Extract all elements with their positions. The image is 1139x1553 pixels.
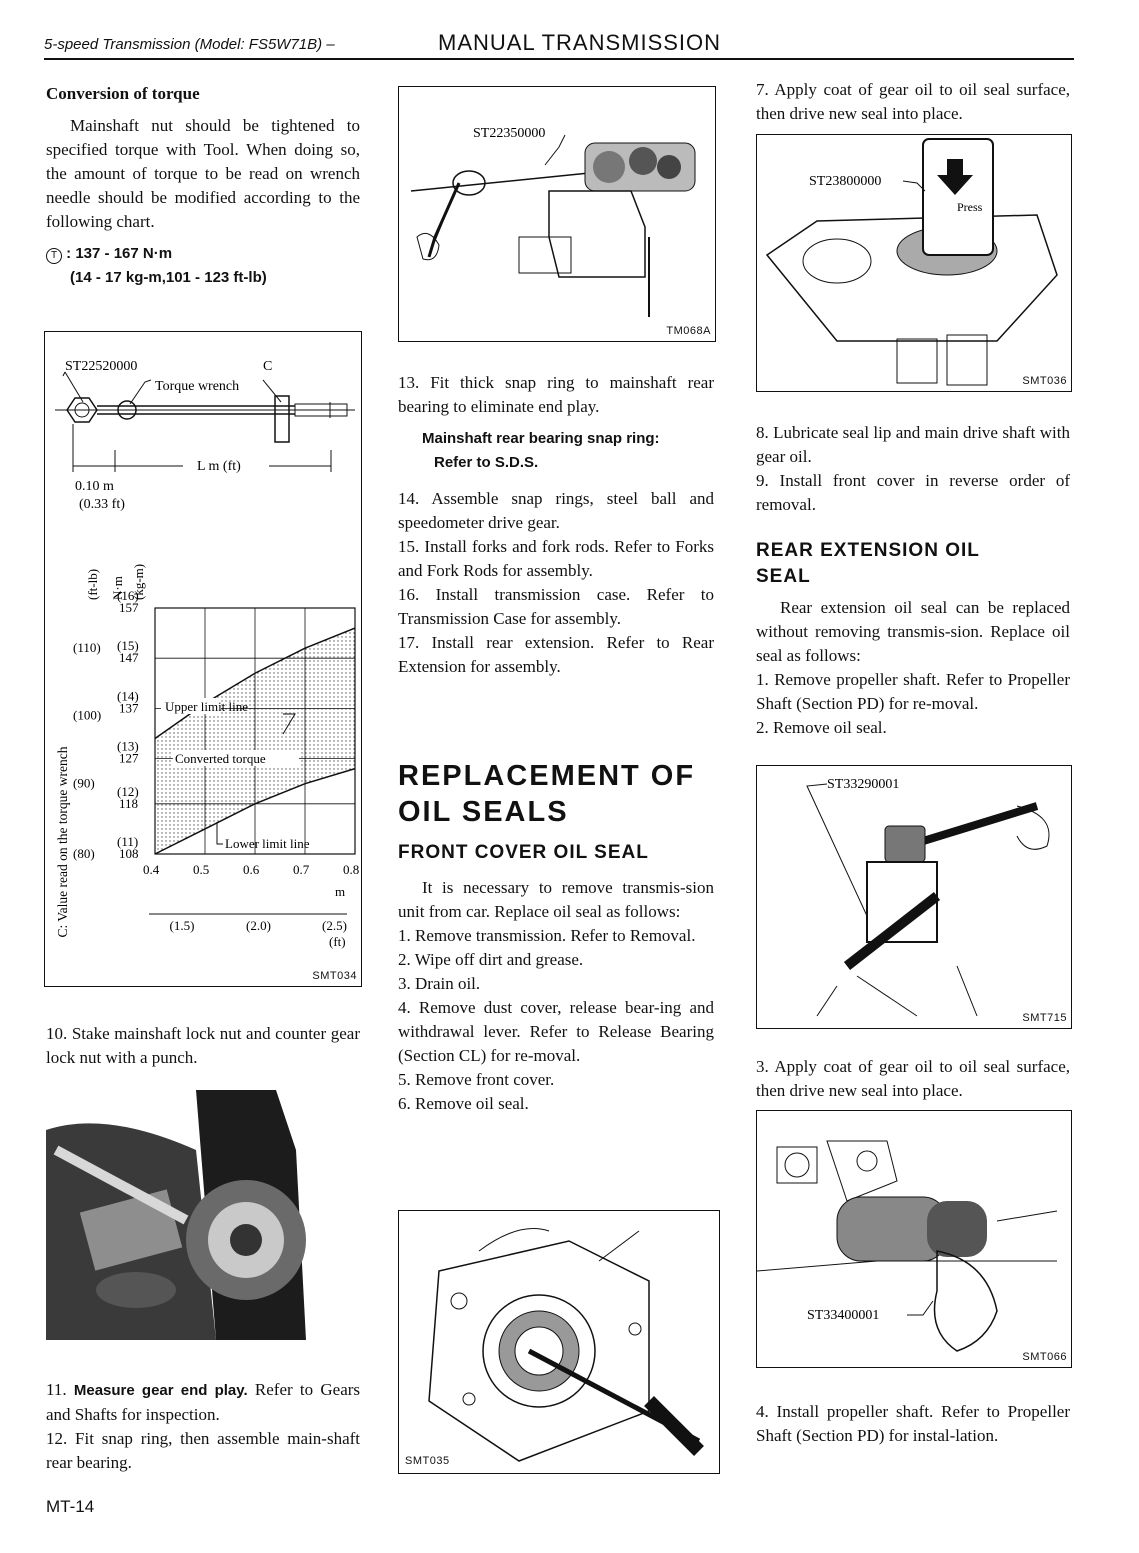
unit-ftlb: (ft-lb)	[85, 568, 100, 600]
step-17: 17. Install rear extension. Refer to Rear Extension for assembly.	[398, 633, 714, 676]
rear-extension-section	[756, 538, 1070, 740]
y-tick-nm: 127	[119, 750, 139, 766]
front-step-6: 6. Remove oil seal.	[398, 1094, 529, 1113]
x-tick-ft: (2.0)	[246, 918, 271, 933]
step-8: 8. Lubricate seal lip and main drive shaft with gear oil.	[756, 423, 1070, 466]
step-10: 10. Stake mainshaft lock nut and counter gear lock nut with a punch.	[46, 1024, 360, 1067]
wrench-drawing	[55, 396, 355, 442]
unit-nm: N·m	[110, 576, 125, 600]
rear-step-3: 3. Apply coat of gear oil to oil seal surface, then drive new seal into place.	[756, 1057, 1070, 1100]
front-step-4: 4. Remove dust cover, release bear-ing and withdrawal lever. Refer to Release Bearing (Section CL) for re-moval.	[398, 998, 714, 1065]
x-tick-m: 0.7	[293, 862, 310, 877]
x-unit-ft: (ft)	[329, 934, 346, 949]
figure-tm068a	[398, 86, 716, 342]
y-tick-nm: 137	[119, 700, 139, 716]
torque-spec	[46, 242, 360, 290]
y-tick-kgm: (11)	[117, 834, 139, 849]
x-tick-m: 0.5	[193, 862, 210, 877]
middle-steps	[398, 371, 714, 679]
y-tick-kgm: (14)	[117, 688, 139, 704]
step-11-number: 11.	[46, 1380, 67, 1399]
step-7: 7. Apply coat of gear oil to oil seal surface, then drive new seal into place.	[756, 80, 1070, 123]
figure-smt036	[756, 134, 1072, 392]
fig-smt036-tool: ST23800000	[809, 174, 882, 189]
stake-photo	[46, 1090, 306, 1340]
converted-torque-label: Converted torque	[175, 751, 266, 766]
left-steps-bottom	[46, 1378, 360, 1475]
front-step-1: 1. Remove transmission. Refer to Removal.	[398, 926, 696, 945]
fig-smt066-tool: ST33400001	[807, 1308, 880, 1323]
y-tick-kgm: (13)	[117, 738, 139, 754]
page-number: MT-14	[46, 1497, 95, 1516]
heading-front-cover: FRONT COVER OIL SEAL	[398, 842, 649, 863]
right-step4	[756, 1400, 1070, 1448]
step-12: 12. Fit snap ring, then assemble main-shaft rear bearing.	[46, 1429, 360, 1472]
rear-step-4: 4. Install propeller shaft. Refer to Propeller Shaft (Section PD) for instal-lation.	[756, 1402, 1070, 1445]
figure-smt066	[756, 1110, 1072, 1368]
lower-limit-label: Lower limit line	[225, 836, 310, 851]
wrench-leader-line	[130, 380, 151, 404]
rear-step-1: 1. Remove propeller shaft. Refer to Propeller Shaft (Section PD) for re-moval.	[756, 670, 1070, 713]
figure-smt035	[398, 1210, 720, 1474]
step-11-rest: Refer to Gears and Shafts for inspection.	[46, 1380, 361, 1424]
heading-rear-extension-line1: REAR EXTENSION OIL	[756, 540, 980, 561]
heading-rear-extension-line2: SEAL	[756, 566, 811, 587]
chart-c-label: C	[263, 359, 273, 374]
y-tick-kgm: (16)	[117, 588, 139, 603]
x-tick-ft: (1.5)	[169, 918, 195, 933]
rear-extension-intro: Rear extension oil seal can be replaced without removing transmis-sion. Replace oil seal as follows:	[756, 598, 1070, 665]
fig-smt715-tool: ST33290001	[827, 777, 900, 792]
c-leader-line	[263, 380, 281, 402]
y-tick-nm: 157	[119, 600, 139, 615]
length-value-ft: (0.33 ft)	[79, 497, 125, 512]
figure-code-smt036: SMT036	[1022, 375, 1067, 387]
torque-chart-figure	[44, 331, 362, 987]
y-tick-ftlb: (90)	[73, 775, 95, 791]
y-axis-title: C: Value read on the torque wrench	[55, 746, 70, 938]
unit-kgm: (kg-m)	[131, 563, 146, 600]
conversion-paragraph: Mainshaft nut should be tightened to specified torque with Tool. When doing so, the amount of torque to be read on wrench needle should be modified according to the following chart.	[46, 116, 360, 231]
step-11-bold: Measure gear end play.	[73, 1382, 248, 1399]
x-tick-m: 0.4	[143, 862, 160, 877]
header-subtitle: 5-speed Transmission (Model: FS5W71B) –	[44, 36, 335, 53]
right-step7	[756, 78, 1070, 126]
chart-tool-number: ST22520000	[65, 359, 138, 374]
step-11	[46, 1378, 360, 1427]
step-14: 14. Assemble snap rings, steel ball and speedometer drive gear.	[398, 489, 714, 532]
snap-ring-spec	[422, 427, 714, 475]
heading-replacement-line1: REPLACEMENT OF	[398, 760, 696, 792]
right-steps-8-9	[756, 421, 1070, 517]
front-step-5: 5. Remove front cover.	[398, 1070, 555, 1089]
y-tick-nm: 147	[119, 650, 139, 666]
upper-limit-label: Upper limit line	[165, 699, 249, 714]
x-tick-ft: (2.5)	[322, 918, 347, 933]
y-tick-ftlb: (110)	[73, 640, 101, 656]
torque-spec-line1: : 137 - 167 N·m	[66, 245, 173, 262]
step-9: 9. Install front cover in reverse order of removal.	[756, 471, 1070, 514]
y-tick-nm: 108	[119, 846, 139, 861]
length-value-m: 0.10 m	[75, 479, 114, 494]
chart-wrench-label: Torque wrench	[155, 379, 240, 394]
front-cover-steps	[398, 876, 714, 1116]
left-column-top	[46, 82, 360, 290]
y-tick-kgm: (15)	[117, 638, 139, 654]
page-header	[44, 30, 1074, 60]
figure-smt715	[756, 765, 1072, 1029]
y-tick-ftlb: (100)	[73, 707, 102, 723]
heading-replacement-line2: OIL SEALS	[398, 796, 569, 828]
figure-code-tm068a: TM068A	[666, 325, 711, 337]
snap-ring-spec-line2: Refer to S.D.S.	[434, 454, 539, 471]
front-step-2: 2. Wipe off dirt and grease.	[398, 950, 584, 969]
figure-code-smt034: SMT034	[312, 970, 357, 982]
step-15: 15. Install forks and fork rods. Refer to Forks and Fork Rods for assembly.	[398, 537, 714, 580]
step-16: 16. Install transmission case. Refer to Transmission Case for assembly.	[398, 585, 714, 628]
torque-wrench-icon: T	[46, 248, 62, 264]
x-unit-m: m	[335, 884, 346, 899]
figure-code-smt066: SMT066	[1022, 1351, 1067, 1363]
torque-chart	[45, 332, 361, 986]
header-title: MANUAL TRANSMISSION	[438, 30, 722, 55]
figure-code-smt035: SMT035	[405, 1455, 450, 1467]
torque-spec-line2: (14 - 17 kg-m,101 - 123 ft-lb)	[70, 269, 267, 286]
front-step-3: 3. Drain oil.	[398, 974, 481, 993]
section-heading-conversion: Conversion of torque	[46, 84, 200, 103]
front-cover-intro: It is necessary to remove transmis-sion unit from car. Replace oil seal as follows:	[398, 878, 714, 921]
y-tick-nm: 118	[119, 795, 139, 811]
step-13: 13. Fit thick snap ring to mainshaft rear bearing to eliminate end play.	[398, 373, 714, 416]
right-step3	[756, 1055, 1070, 1103]
fig-tm068a-tool: ST22350000	[473, 126, 546, 141]
snap-ring-spec-line1: Mainshaft rear bearing snap ring:	[422, 430, 660, 447]
fig-smt036-press: Press	[957, 200, 983, 214]
y-tick-kgm: (12)	[117, 783, 139, 799]
rear-step-2: 2. Remove oil seal.	[756, 718, 887, 737]
x-tick-m: 0.6	[243, 862, 260, 877]
lower-limit-leader	[217, 822, 223, 844]
y-tick-ftlb: (80)	[73, 846, 95, 861]
left-step10	[46, 1022, 360, 1070]
replacement-section	[398, 758, 718, 866]
figure-code-smt715: SMT715	[1022, 1012, 1067, 1024]
length-label: L m (ft)	[197, 459, 241, 474]
x-tick-m: 0.8	[343, 862, 360, 877]
